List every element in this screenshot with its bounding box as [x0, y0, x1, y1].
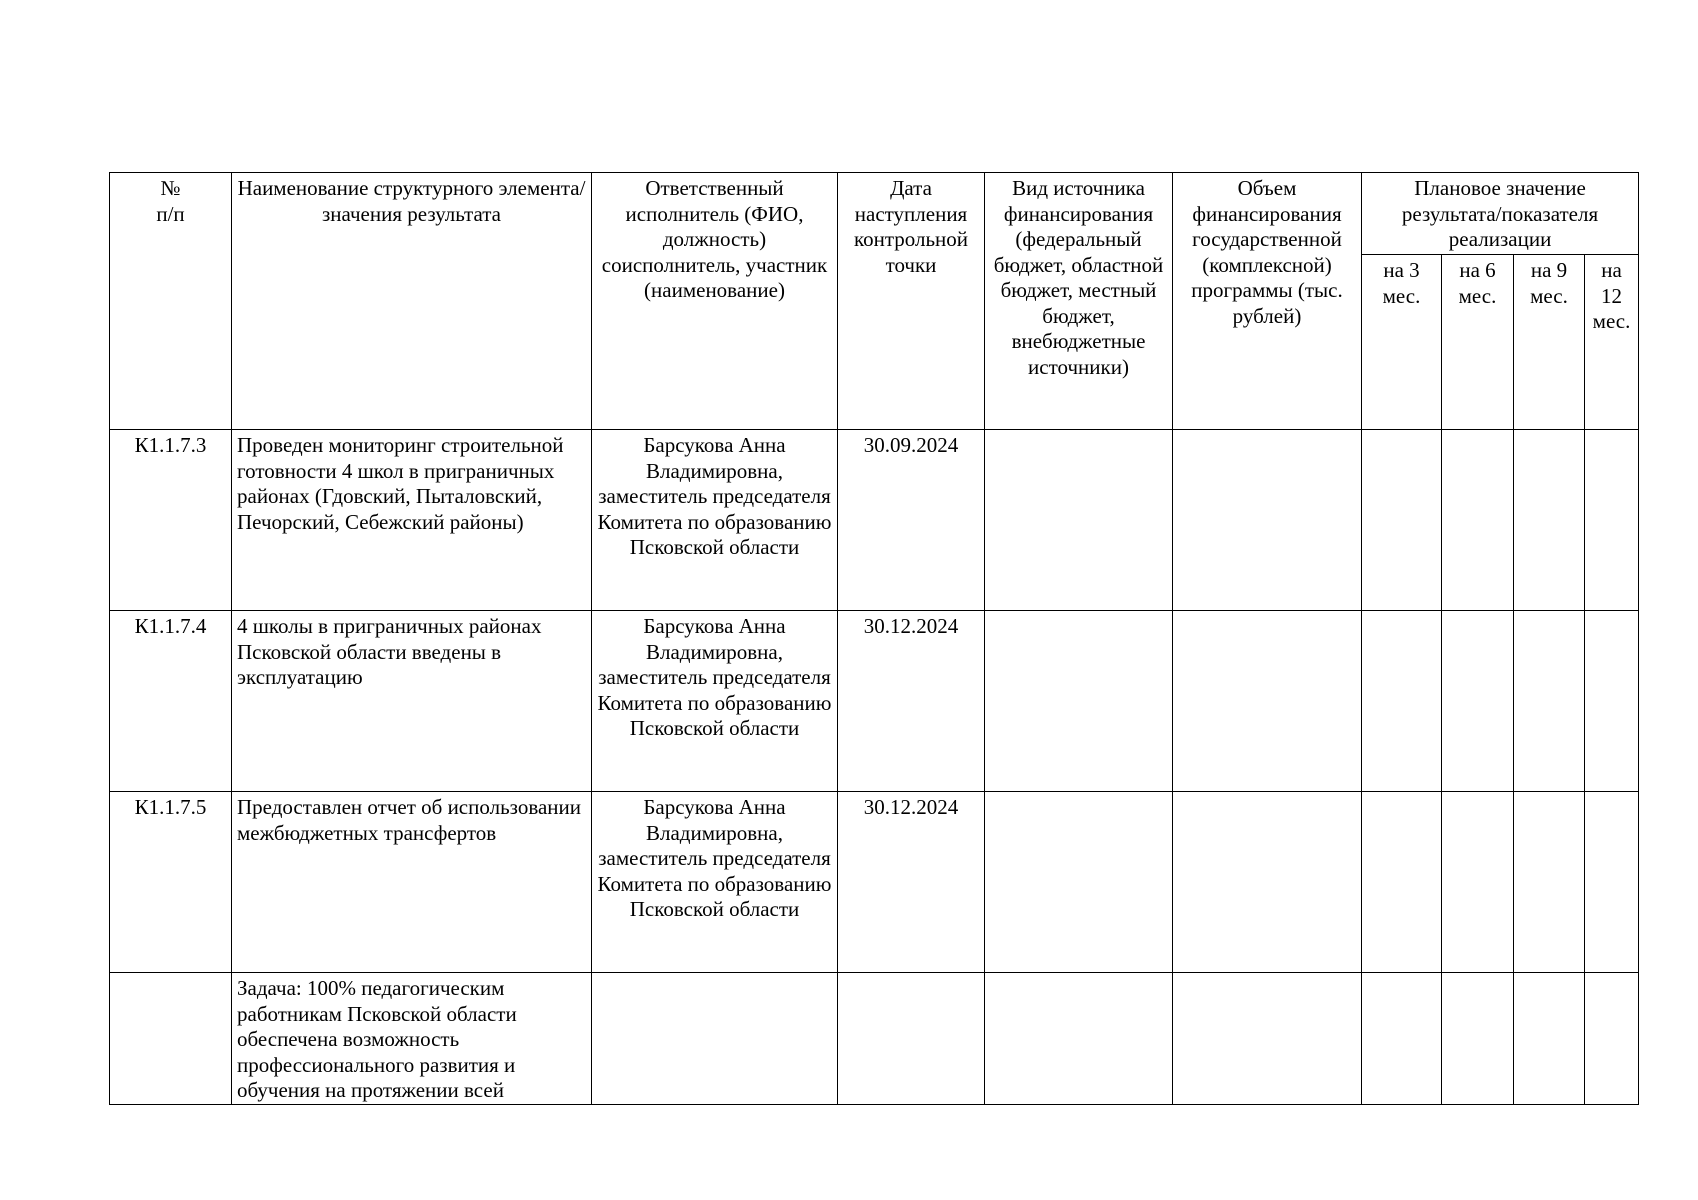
- row-volume: [1173, 430, 1362, 611]
- row-responsible: [592, 973, 838, 1105]
- control-points-table: [109, 172, 1639, 1105]
- row-plan-9: [1514, 973, 1585, 1105]
- row-plan-6: [1442, 611, 1514, 792]
- row-source: [985, 611, 1173, 792]
- row-plan-6: [1442, 792, 1514, 973]
- table-row: [110, 430, 1639, 611]
- header-num: № п/п: [110, 173, 232, 430]
- table-row: [110, 611, 1639, 792]
- header-plan: Плановое значение результата/показателя реализации: [1362, 173, 1639, 255]
- header-plan-9: на 9 мес.: [1514, 255, 1585, 430]
- row-plan-12: [1585, 973, 1639, 1105]
- row-volume: [1173, 973, 1362, 1105]
- header-date: Дата наступления контрольной точки: [838, 173, 985, 430]
- row-source: [985, 430, 1173, 611]
- row-date: 30.12.2024: [838, 611, 985, 792]
- row-date: 30.09.2024: [838, 430, 985, 611]
- row-plan-3: [1362, 430, 1442, 611]
- table-header-row: [110, 173, 1639, 255]
- row-responsible: Барсукова Анна Владимировна, заместитель председателя Комитета по образованию Псковской области: [592, 611, 838, 792]
- row-plan-3: [1362, 792, 1442, 973]
- row-volume: [1173, 611, 1362, 792]
- row-volume: [1173, 792, 1362, 973]
- row-num: К1.1.7.4: [110, 611, 232, 792]
- header-plan-12: на 12 мес.: [1585, 255, 1639, 430]
- row-plan-12: [1585, 611, 1639, 792]
- row-name: Проведен мониторинг строительной готовности 4 школ в приграничных районах (Гдовский, Пыталовский, Печорский, Себежский районы): [232, 430, 592, 611]
- header-source: Вид источника финансирования (федеральный бюджет, областной бюджет, местный бюджет, внебюджетные источники): [985, 173, 1173, 430]
- row-date: [838, 973, 985, 1105]
- row-name: Предоставлен отчет об использовании межбюджетных трансфертов: [232, 792, 592, 973]
- row-plan-3: [1362, 611, 1442, 792]
- row-responsible: Барсукова Анна Владимировна, заместитель председателя Комитета по образованию Псковской области: [592, 792, 838, 973]
- row-num: К1.1.7.3: [110, 430, 232, 611]
- row-responsible: Барсукова Анна Владимировна, заместитель председателя Комитета по образованию Псковской области: [592, 430, 838, 611]
- row-name: Задача: 100% педагогическим работникам Псковской области обеспечена возможность профессионального развития и обучения на протяжении всей: [232, 973, 592, 1105]
- row-num: К1.1.7.5: [110, 792, 232, 973]
- row-plan-12: [1585, 792, 1639, 973]
- header-plan-6: на 6 мес.: [1442, 255, 1514, 430]
- table-row: [110, 792, 1639, 973]
- row-source: [985, 973, 1173, 1105]
- row-name: 4 школы в приграничных районах Псковской области введены в эксплуатацию: [232, 611, 592, 792]
- row-plan-9: [1514, 430, 1585, 611]
- row-source: [985, 792, 1173, 973]
- header-name: Наименование структурного элемента/ значения результата: [232, 173, 592, 430]
- row-plan-6: [1442, 430, 1514, 611]
- row-plan-3: [1362, 973, 1442, 1105]
- table-row: [110, 973, 1639, 1105]
- row-date: 30.12.2024: [838, 792, 985, 973]
- row-plan-9: [1514, 611, 1585, 792]
- row-plan-12: [1585, 430, 1639, 611]
- header-plan-3: на 3 мес.: [1362, 255, 1442, 430]
- header-responsible: Ответственный исполнитель (ФИО, должность) соисполнитель, участник (наименование): [592, 173, 838, 430]
- row-num: [110, 973, 232, 1105]
- header-volume: Объем финансирования государственной (комплексной) программы (тыс. рублей): [1173, 173, 1362, 430]
- row-plan-6: [1442, 973, 1514, 1105]
- row-plan-9: [1514, 792, 1585, 973]
